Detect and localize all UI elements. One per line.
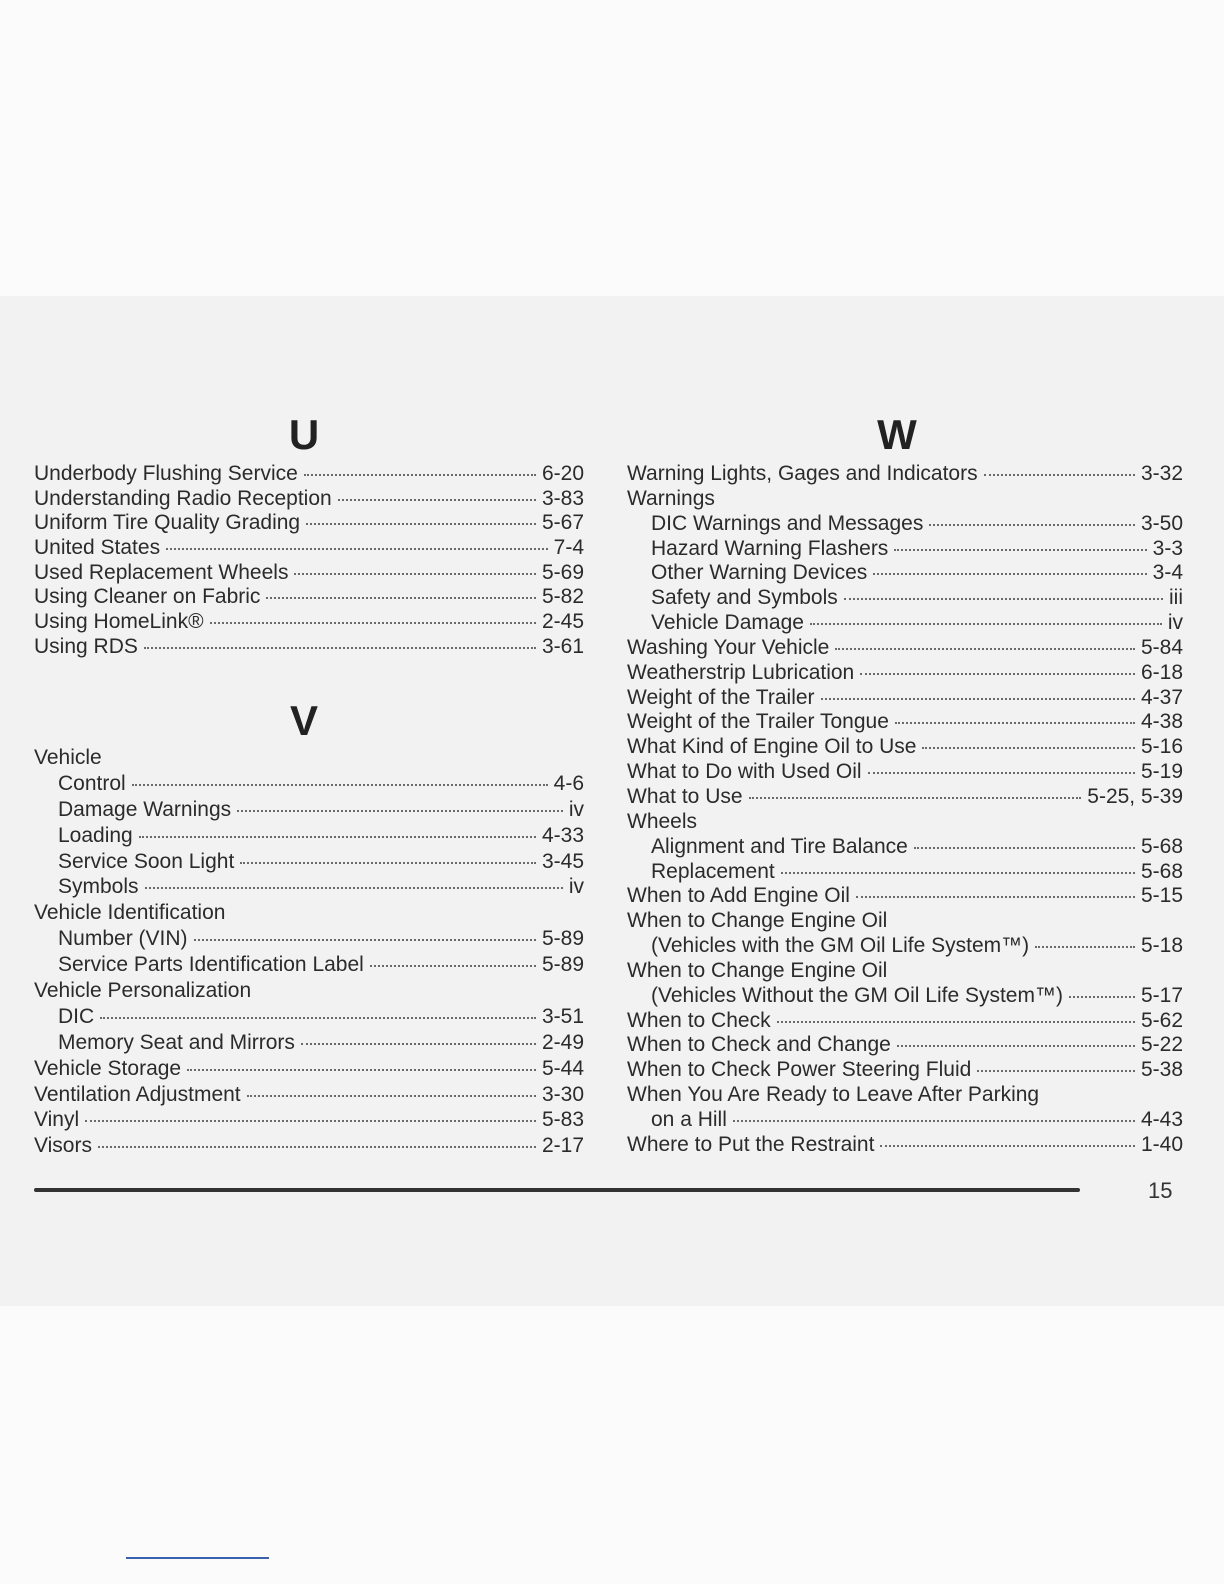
index-entry-label: When to Check and Change: [627, 1033, 891, 1057]
index-entry: [627, 636, 1183, 661]
section-v-entries: [34, 746, 584, 1160]
index-entry-page: 5-68: [1140, 859, 1183, 883]
section-letter-u: U: [288, 411, 320, 458]
index-entry-page: 2-49: [541, 1030, 584, 1054]
index-entry-label: Hazard Warning Flashers: [651, 536, 889, 560]
index-entry: [627, 934, 1183, 959]
dot-leader: [144, 647, 536, 649]
index-entry-label: Vehicle Personalization: [34, 979, 252, 1003]
index-entry-page: 5-19: [1140, 760, 1183, 784]
index-entry: [627, 909, 1183, 934]
index-entry: [34, 824, 584, 850]
index-entry-page: 3-3: [1152, 536, 1183, 560]
index-entry-page: 5-89: [541, 927, 584, 951]
index-entry: [34, 610, 584, 635]
index-entry-label: What to Use: [627, 784, 743, 808]
index-entry: [34, 1031, 584, 1057]
index-entry: [627, 487, 1183, 512]
index-entry: [627, 611, 1183, 636]
index-entry-label: When You Are Ready to Leave After Parking: [627, 1083, 1040, 1107]
dot-leader: [860, 673, 1135, 675]
index-entry: [34, 462, 584, 487]
index-entry-label: When to Change Engine Oil: [627, 909, 888, 933]
dot-leader: [210, 622, 536, 624]
index-entry: [627, 561, 1183, 586]
index-entry: [34, 850, 584, 876]
index-entry-page: 4-33: [541, 823, 584, 847]
index-entry-label: Visors: [34, 1134, 92, 1158]
dot-leader: [145, 887, 563, 889]
index-entry: [34, 1005, 584, 1031]
dot-leader: [895, 722, 1135, 724]
index-entry: [627, 586, 1183, 611]
index-entry-label: Ventilation Adjustment: [34, 1082, 241, 1106]
index-entry: [627, 1083, 1183, 1108]
index-entry-label: Vehicle Identification: [34, 901, 226, 925]
index-entry: [34, 953, 584, 979]
index-entry-label: What Kind of Engine Oil to Use: [627, 735, 917, 759]
index-entry-label: Damage Warnings: [58, 797, 232, 821]
index-entry-page: 5-38: [1140, 1058, 1183, 1082]
index-entry: [34, 746, 584, 772]
index-entry-label: Used Replacement Wheels: [34, 560, 289, 584]
dot-leader: [835, 648, 1135, 650]
index-entry: [627, 959, 1183, 984]
dot-leader: [194, 939, 536, 941]
dot-leader: [868, 772, 1135, 774]
index-entry-page: 4-37: [1140, 685, 1183, 709]
index-entry-label: Washing Your Vehicle: [627, 635, 830, 659]
index-entry-page: 5-44: [541, 1056, 584, 1080]
dot-leader: [781, 872, 1135, 874]
index-entry-page: 3-4: [1152, 561, 1183, 585]
index-entry-page: 2-17: [541, 1134, 584, 1158]
dot-leader: [856, 896, 1135, 898]
index-entry-page: 5-89: [541, 953, 584, 977]
index-entry: [34, 511, 584, 536]
index-entry-label: (Vehicles with the GM Oil Life System™): [651, 934, 1030, 958]
dot-leader: [166, 548, 548, 550]
index-entry: [627, 710, 1183, 735]
index-entry-label: Where to Put the Restraint: [627, 1132, 875, 1156]
index-entry-label: Wheels: [627, 809, 698, 833]
index-entry: [34, 1108, 584, 1134]
index-entry: [34, 1134, 584, 1160]
dot-leader: [880, 1145, 1135, 1147]
index-entry: [627, 810, 1183, 835]
index-entry-page: 5-69: [541, 560, 584, 584]
dot-leader: [306, 523, 536, 525]
dot-leader: [240, 862, 536, 864]
index-entry: [627, 785, 1183, 810]
index-entry: [627, 1133, 1183, 1158]
index-entry: [34, 772, 584, 798]
index-entry-page: 5-83: [541, 1108, 584, 1132]
index-entry: [627, 860, 1183, 885]
dot-leader: [237, 810, 563, 812]
index-entry-label: Weatherstrip Lubrication: [627, 660, 855, 684]
dot-leader: [187, 1069, 536, 1071]
index-entry: [34, 927, 584, 953]
dot-leader: [338, 499, 536, 501]
index-entry-page: 3-45: [541, 849, 584, 873]
index-entry-label: When to Check: [627, 1008, 771, 1032]
index-entry-label: Loading: [58, 823, 133, 847]
footer-rule: [34, 1188, 1080, 1192]
dot-leader: [929, 524, 1135, 526]
dot-leader: [304, 474, 536, 476]
bottom-underline: [126, 1557, 269, 1559]
index-entry-label: Other Warning Devices: [651, 561, 868, 585]
index-entry-page: 3-30: [541, 1082, 584, 1106]
dot-leader: [98, 1146, 536, 1148]
index-entry-label: Uniform Tire Quality Grading: [34, 511, 301, 535]
index-entry-page: 5-84: [1140, 635, 1183, 659]
dot-leader: [294, 573, 536, 575]
dot-leader: [777, 1021, 1135, 1023]
index-entry-label: Warnings: [627, 486, 715, 510]
index-entry-page: 5-68: [1140, 834, 1183, 858]
index-entry-label: Vinyl: [34, 1108, 80, 1132]
index-entry-page: 5-82: [541, 585, 584, 609]
index-entry-label: Safety and Symbols: [651, 586, 838, 610]
dot-leader: [821, 698, 1135, 700]
index-entry-label: Warning Lights, Gages and Indicators: [627, 462, 978, 485]
page-number: 15: [1148, 1178, 1173, 1203]
index-entry: [627, 537, 1183, 562]
dot-leader: [733, 1120, 1135, 1122]
index-entry-page: 6-20: [541, 462, 584, 485]
dot-leader: [749, 797, 1082, 799]
index-entry-label: Vehicle Damage: [651, 611, 804, 635]
index-entry-page: iv: [568, 797, 584, 821]
dot-leader: [266, 597, 536, 599]
dot-leader: [977, 1070, 1135, 1072]
dot-leader: [85, 1120, 536, 1122]
dot-leader: [1035, 946, 1135, 948]
index-entry: [34, 635, 584, 660]
dot-leader: [100, 1017, 536, 1019]
index-entry-page: 5-15: [1140, 884, 1183, 908]
dot-leader: [247, 1095, 536, 1097]
section-letter-v: V: [289, 697, 318, 744]
index-entry-page: 1-40: [1140, 1132, 1183, 1156]
dot-leader: [139, 836, 536, 838]
index-entry: [627, 760, 1183, 785]
index-entry-label: Weight of the Trailer: [627, 685, 815, 709]
index-entry: [34, 536, 584, 561]
index-entry: [627, 462, 1183, 487]
index-entry-label: When to Check Power Steering Fluid: [627, 1058, 972, 1082]
dot-leader: [844, 598, 1163, 600]
index-entry-label: Using Cleaner on Fabric: [34, 585, 261, 609]
index-entry-label: Vehicle Storage: [34, 1056, 182, 1080]
index-entry-page: 4-6: [553, 771, 584, 795]
dot-leader: [1069, 996, 1135, 998]
index-entry-page: 7-4: [553, 536, 584, 560]
dot-leader: [301, 1043, 536, 1045]
dot-leader: [873, 573, 1146, 575]
index-entry: [627, 735, 1183, 760]
index-entry-label: Using RDS: [34, 634, 138, 658]
index-entry: [627, 661, 1183, 686]
index-entry: [627, 1009, 1183, 1034]
index-entry-label: United States: [34, 536, 161, 560]
index-entry: [627, 835, 1183, 860]
index-entry-label: Service Soon Light: [58, 849, 235, 873]
dot-leader: [132, 784, 548, 786]
index-entry: [627, 686, 1183, 711]
index-entry-label: Understanding Radio Reception: [34, 486, 332, 510]
index-entry-label: (Vehicles Without the GM Oil Life System™): [651, 983, 1063, 1007]
index-entry-page: 5-17: [1140, 983, 1183, 1007]
dot-leader: [897, 1045, 1135, 1047]
index-entry-label: DIC Warnings and Messages: [651, 511, 924, 535]
index-entry: [34, 585, 584, 610]
index-entry-page: 5-18: [1140, 934, 1183, 958]
index-entry: [627, 984, 1183, 1009]
index-entry-label: Vehicle: [34, 746, 102, 769]
index-entry-label: Using HomeLink®: [34, 610, 204, 634]
index-entry: [627, 1108, 1183, 1133]
index-entry-page: 3-51: [541, 1004, 584, 1028]
index-entry: [627, 1033, 1183, 1058]
index-entry-label: on a Hill: [651, 1107, 727, 1131]
dot-leader: [810, 623, 1162, 625]
index-entry-page: 5-16: [1140, 735, 1183, 759]
index-entry: [34, 1057, 584, 1083]
index-entry-page: 4-38: [1140, 710, 1183, 734]
index-entry-label: When to Change Engine Oil: [627, 958, 888, 982]
index-entry-page: 3-61: [541, 634, 584, 658]
index-entry-label: Control: [58, 771, 126, 795]
section-w-entries: [627, 462, 1183, 1158]
index-entry-label: Underbody Flushing Service: [34, 462, 298, 485]
index-entry-page: 6-18: [1140, 660, 1183, 684]
index-entry: [627, 884, 1183, 909]
index-entry-page: 4-43: [1140, 1107, 1183, 1131]
index-entry: [34, 487, 584, 512]
index-entry-label: Alignment and Tire Balance: [651, 834, 908, 858]
index-entry-label: When to Add Engine Oil: [627, 884, 850, 908]
index-entry-page: iii: [1169, 586, 1183, 610]
index-entry-label: What to Do with Used Oil: [627, 760, 862, 784]
index-entry-page: 3-83: [541, 486, 584, 510]
section-u-entries: [34, 462, 584, 660]
index-entry-label: Number (VIN): [58, 927, 188, 951]
index-entry-label: Replacement: [651, 859, 775, 883]
dot-leader: [984, 474, 1135, 476]
index-entry-page: 5-22: [1140, 1033, 1183, 1057]
index-entry: [627, 1058, 1183, 1083]
index-entry: [34, 561, 584, 586]
index-entry-label: Weight of the Trailer Tongue: [627, 710, 889, 734]
index-entry-label: Memory Seat and Mirrors: [58, 1030, 295, 1054]
index-entry: [34, 901, 584, 927]
index-entry-label: Symbols: [58, 875, 139, 899]
index-entry: [34, 875, 584, 901]
index-entry: [34, 798, 584, 824]
index-entry-page: 2-45: [541, 610, 584, 634]
dot-leader: [894, 549, 1146, 551]
index-entry: [34, 979, 584, 1005]
index-entry: [627, 512, 1183, 537]
index-entry-page: 5-25, 5-39: [1087, 784, 1183, 808]
index-entry-page: 3-50: [1140, 511, 1183, 535]
index-entry-label: Service Parts Identification Label: [58, 953, 364, 977]
index-entry-page: 5-62: [1140, 1008, 1183, 1032]
index-entry-page: iv: [1167, 611, 1183, 635]
index-entry-label: DIC: [58, 1004, 95, 1028]
section-letter-w: W: [877, 411, 917, 458]
dot-leader: [914, 847, 1135, 849]
index-entry-page: 5-67: [541, 511, 584, 535]
index-entry-page: iv: [568, 875, 584, 899]
index-entry: [34, 1083, 584, 1109]
index-entry-page: 3-32: [1140, 462, 1183, 485]
dot-leader: [370, 965, 536, 967]
dot-leader: [922, 747, 1134, 749]
